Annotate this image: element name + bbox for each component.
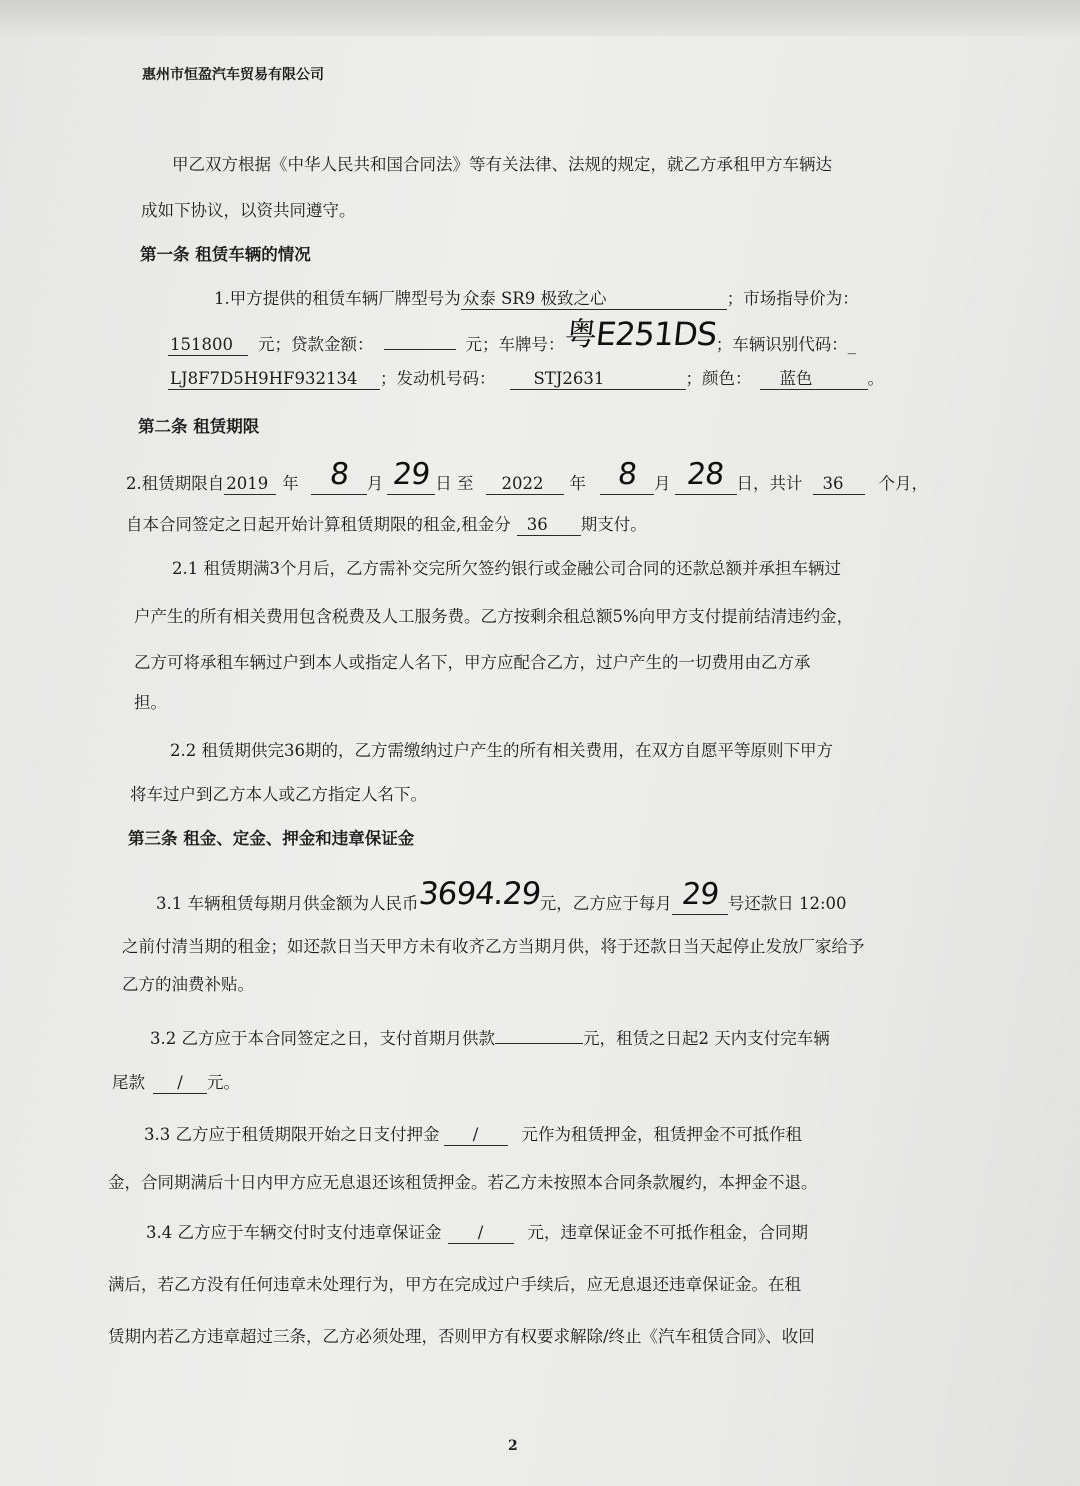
color-value: 蓝色 (760, 369, 868, 390)
installments-value: 36 (517, 515, 581, 536)
article-3-title: 第三条 租金、定金、押金和违章保证金 (128, 829, 415, 848)
company-header: 惠州市恒盈汽车贸易有限公司 (142, 67, 324, 83)
p33-line-1 (144, 1124, 802, 1146)
p34-line-2: 满后，若乙方没有任何违章未处理行为，甲方在完成过户手续后，应无息退还违章保证金。在租 (108, 1275, 801, 1294)
first-payment-value (495, 1043, 583, 1044)
end-month-handwritten: 8 (616, 457, 638, 492)
vin-label: ；车辆识别代码：_ (715, 335, 857, 354)
p34-line-1 (146, 1222, 808, 1244)
price-value: 151800 (168, 335, 248, 356)
deposit-suffix: 元作为租赁押金，租赁押金不可抵作租 (521, 1125, 802, 1144)
start-day-handwritten: 29 (391, 457, 432, 492)
color-label: ；颜色： (685, 369, 752, 388)
pay-day-handwritten: 29 (679, 877, 720, 912)
tail-payment-value: / (153, 1073, 207, 1094)
months-label: 个月， (878, 474, 928, 493)
start-month-cell (311, 457, 367, 495)
article-2-period-line (126, 457, 928, 495)
p34-line-3: 赁期内若乙方违章超过三条，乙方必须处理，否则甲方有权要求解除/终止《汽车租赁合同》、收回 (108, 1327, 815, 1346)
start-year: 2019 (224, 474, 276, 495)
p21-line-3: 乙方可将承租车辆过户到本人或指定人名下，甲方应配合乙方，过户产生的一切费用由乙方承 (134, 653, 811, 672)
violation-deposit-value: / (448, 1223, 514, 1244)
engine-label: ；发动机号码： (380, 369, 496, 388)
p21-line-4: 担。 (134, 693, 167, 712)
p31-line-3: 乙方的油费补贴。 (122, 975, 254, 994)
p22-line-1: 2.2 租赁期供完36期的，乙方需缴纳过户产生的所有相关费用，在双方自愿平等原则下甲方 (170, 741, 833, 760)
p31-line-1 (156, 876, 847, 915)
intro-line-1: 甲乙双方根据《中华人民共和国合同法》等有关法律、法规的规定，就乙方承租甲方车辆达 (172, 155, 832, 174)
tail-payment-suffix: 元。 (207, 1073, 240, 1092)
article-2-title: 第二条 租赁期限 (138, 417, 260, 436)
year-label-2: 年 (569, 474, 586, 493)
model-label: 1.甲方提供的租赁车辆厂牌型号为 (214, 289, 461, 308)
engine-value: STJ2631 (510, 369, 686, 390)
article-1-line-3 (168, 368, 884, 390)
loan-label: 元；贷款金额： (258, 335, 374, 354)
end-year: 2022 (486, 474, 564, 495)
start-day-cell (387, 457, 435, 495)
period-label: 2.租赁期限自 (126, 474, 225, 493)
month-label: 月 (366, 474, 384, 493)
article-1-title: 第一条 租赁车辆的情况 (140, 245, 311, 264)
loan-value (384, 349, 456, 350)
p21-line-1: 2.1 租赁期满3个月后，乙方需补交完所欠签约银行或金融公司合同的还款总额并承担车辆过 (172, 559, 841, 578)
p32-line-1 (150, 1028, 830, 1050)
pay-day-label: 元，乙方应于每月 (539, 894, 672, 913)
monthly-handwritten: 3694.29 (416, 876, 542, 912)
page-top-fold (0, 0, 1080, 36)
end-day-handwritten: 28 (685, 457, 726, 492)
month-label-2: 月 (654, 474, 671, 493)
p22-line-2: 将车过户到乙方本人或乙方指定人名下。 (130, 785, 427, 804)
plate-label: 元；车牌号： (465, 335, 565, 354)
to-label: 日 至 (435, 474, 474, 493)
end-day-cell (675, 457, 737, 495)
total-label: 日，共计 (736, 474, 803, 493)
violation-deposit-suffix: 元，违章保证金不可抵作租金，合同期 (527, 1223, 808, 1242)
tail-payment-label: 尾款 (112, 1073, 145, 1092)
vin-value: LJ8F7D5H9HF932134 (168, 369, 380, 390)
start-month-handwritten: 8 (327, 457, 350, 492)
model-value: 众泰 SR9 极致之心 (461, 289, 727, 310)
article-2-rent-line (126, 514, 647, 536)
intro-line-2: 成如下协议，以资共同遵守。 (141, 201, 356, 220)
first-payment-suffix: 元，租赁之日起2 天内支付完车辆 (583, 1029, 830, 1048)
due-time-label: 号还款日 12:00 (727, 894, 847, 913)
deposit-value: / (444, 1125, 508, 1146)
p32-line-2 (112, 1072, 240, 1094)
pay-day-cell (672, 877, 728, 915)
monthly-label: 3.1 车辆租赁每期月供金额为人民币 (156, 894, 419, 913)
installment-label: 自本合同签定之日起开始计算租赁期限的租金,租金分 (126, 515, 511, 534)
p21-line-2: 户产生的所有相关费用包含税费及人工服务费。乙方按剩余租总额5%向甲方支付提前结清违约金， (134, 607, 854, 626)
price-label: ；市场指导价为： (726, 289, 859, 308)
article-1-line-1 (214, 288, 859, 310)
violation-deposit-label: 3.4 乙方应于车辆交付时支付违章保证金 (146, 1223, 442, 1242)
deposit-label: 3.3 乙方应于租赁期限开始之日支付押金 (144, 1125, 440, 1144)
p31-line-2: 之前付清当期的租金；如还款日当天甲方未有收齐乙方当期月供，将于还款日当天起停止发放厂家给予 (122, 937, 865, 956)
page-number: 2 (508, 1438, 518, 1454)
line-end: 。 (867, 369, 884, 388)
first-payment-label: 3.2 乙方应于本合同签定之日，支付首期月供款 (150, 1029, 495, 1048)
article-1-line-2 (168, 315, 857, 356)
total-months: 36 (813, 474, 865, 495)
installment-suffix: 期支付。 (580, 515, 647, 534)
plate-value-handwritten: 粤E251DS (562, 315, 718, 353)
p33-line-2: 金，合同期满后十日内甲方应无息退还该租赁押金。若乙方未按照本合同条款履约，本押金不退。 (108, 1173, 818, 1192)
end-month-cell (600, 457, 654, 495)
year-label: 年 (282, 474, 299, 493)
